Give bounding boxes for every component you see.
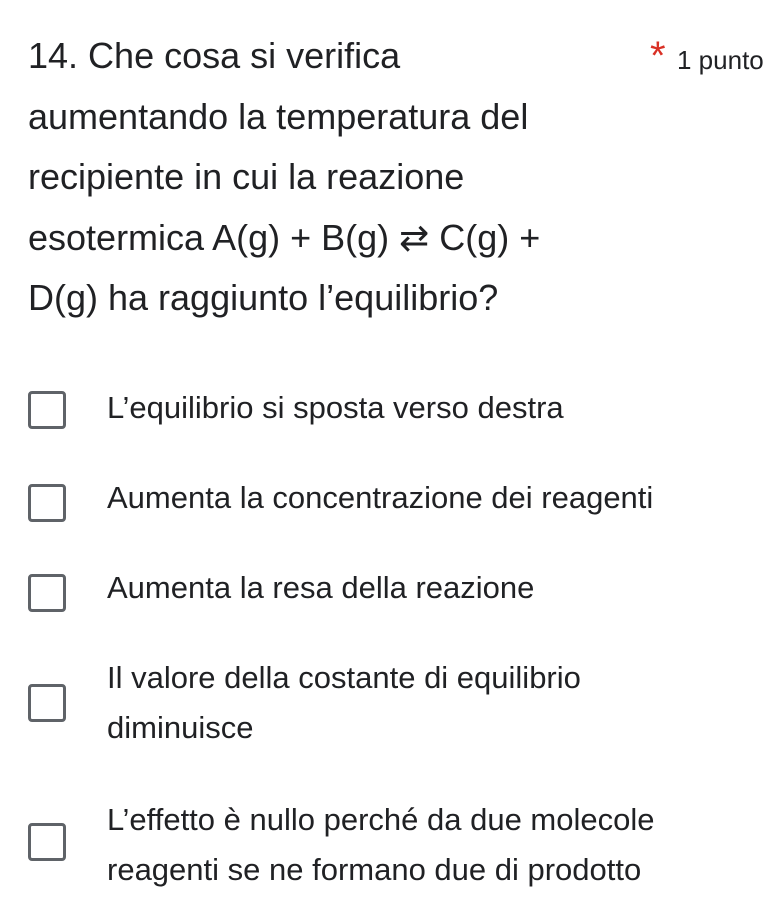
checkbox-unchecked-icon[interactable]	[28, 684, 66, 722]
question-line: recipiente in cui la reazione	[28, 156, 465, 197]
checkbox-unchecked-icon[interactable]	[28, 391, 66, 429]
question-line: aumentando la temperatura del	[28, 95, 529, 137]
checkbox-unchecked-icon[interactable]	[28, 823, 66, 861]
question-text	[28, 26, 588, 329]
option-label: Aumenta la resa della reazione	[107, 570, 535, 605]
option-label: reagenti se ne formano due di prodotto	[107, 852, 642, 887]
question-line: 14. Che cosa si verifica	[28, 35, 401, 76]
required-asterisk: *	[650, 34, 666, 78]
checkbox-unchecked-icon[interactable]	[28, 574, 66, 612]
option-label: Aumenta la concentrazione dei reagenti	[107, 480, 654, 515]
checkbox-unchecked-icon[interactable]	[28, 484, 66, 522]
question-line: D(g) ha raggiunto l’equilibrio?	[28, 277, 499, 318]
question-line: esotermica A(g) + B(g) ⇄ C(g) +	[28, 216, 541, 258]
option-label: L’effetto è nullo perché da due molecole	[107, 802, 655, 837]
option-label: Il valore della costante di equilibrio	[107, 660, 581, 695]
option-label: L’equilibrio si sposta verso destra	[107, 390, 564, 425]
option-label: diminuisce	[107, 710, 254, 745]
points-label: 1 punto	[677, 45, 764, 75]
